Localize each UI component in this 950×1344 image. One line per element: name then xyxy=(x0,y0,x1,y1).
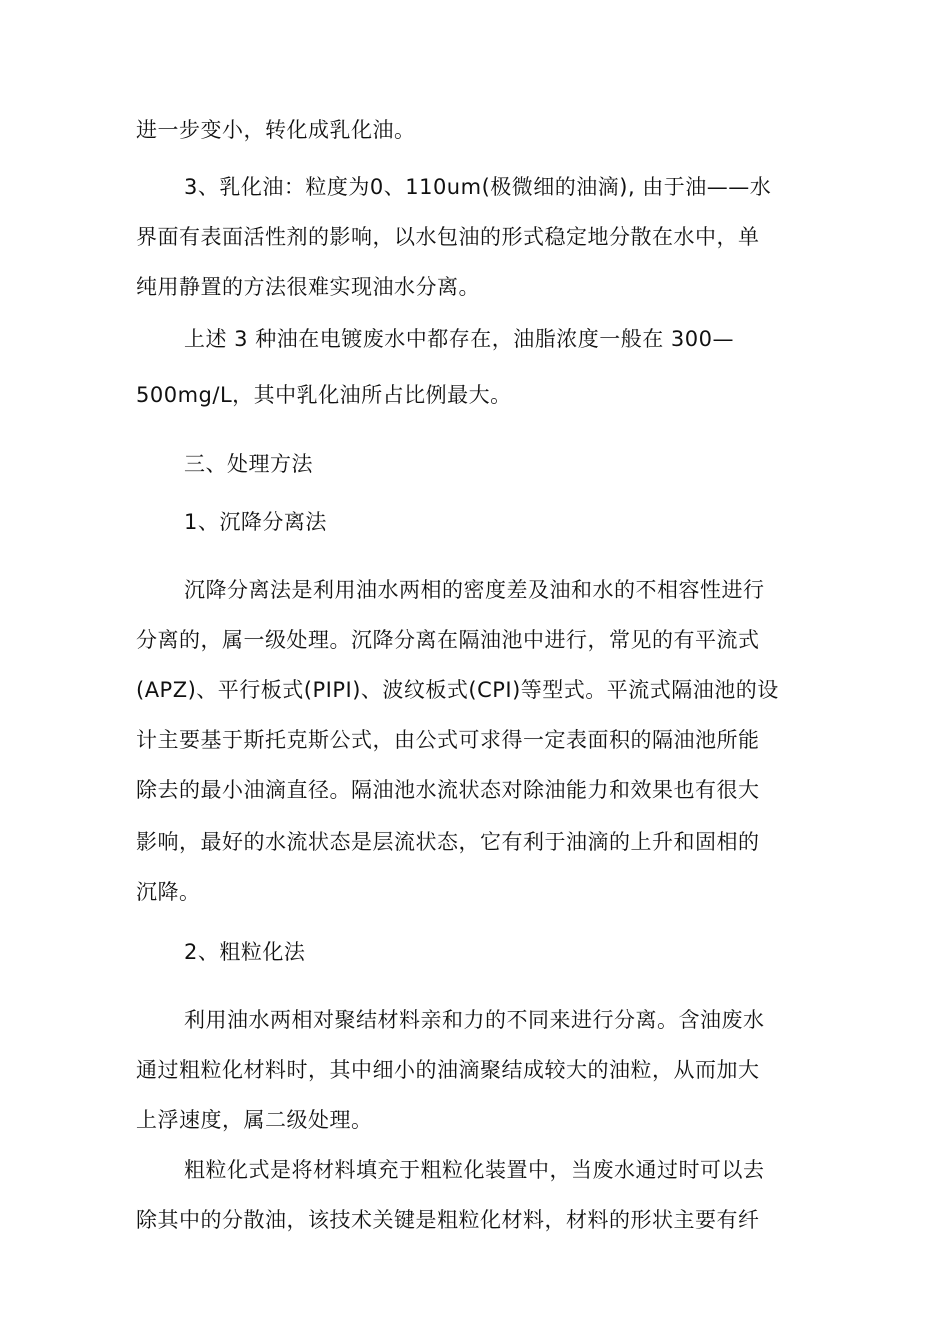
text-line: 粗粒化式是将材料填充于粗粒化装置中，当废水通过时可以去 xyxy=(184,1158,765,1182)
text-line: 利用油水两相对聚结材料亲和力的不同来进行分离。含油废水 xyxy=(184,1008,765,1032)
text-line: 上浮速度，属二级处理。 xyxy=(136,1108,373,1132)
text-line: 500mg/L，其中乳化油所占比例最大。 xyxy=(136,383,512,407)
text-line: 通过粗粒化材料时，其中细小的油滴聚结成较大的油粒，从而加大 xyxy=(136,1058,760,1082)
text-line: 沉降分离法是利用油水两相的密度差及油和水的不相容性进行 xyxy=(184,578,765,602)
text-line: (APZ)、平行板式(PIPI)、波纹板式(CPI)等型式。平流式隔油池的设 xyxy=(136,678,779,702)
text-line: 上述 3 种油在电镀废水中都存在，油脂浓度一般在 300— xyxy=(184,327,734,351)
subsection-heading: 1、沉降分离法 xyxy=(184,510,327,534)
text-line: 纯用静置的方法很难实现油水分离。 xyxy=(136,275,480,299)
text-line: 进一步变小，转化成乳化油。 xyxy=(136,118,416,142)
text-line: 界面有表面活性剂的影响，以水包油的形式稳定地分散在水中，单 xyxy=(136,225,760,249)
text-line: 除其中的分散油，该技术关键是粗粒化材料，材料的形状主要有纤 xyxy=(136,1208,760,1232)
text-line: 影响，最好的水流状态是层流状态，它有利于油滴的上升和固相的 xyxy=(136,830,760,854)
text-line: 除去的最小油滴直径。隔油池水流状态对除油能力和效果也有很大 xyxy=(136,778,760,802)
text-line: 3、乳化油：粒度为0、110um(极微细的油滴), 由于油——水 xyxy=(184,175,772,199)
section-heading: 三、处理方法 xyxy=(184,452,313,476)
subsection-heading: 2、粗粒化法 xyxy=(184,940,306,964)
text-line: 计主要基于斯托克斯公式，由公式可求得一定表面积的隔油池所能 xyxy=(136,728,760,752)
text-line: 分离的，属一级处理。沉降分离在隔油池中进行，常见的有平流式 xyxy=(136,628,760,652)
text-line: 沉降。 xyxy=(136,880,201,904)
